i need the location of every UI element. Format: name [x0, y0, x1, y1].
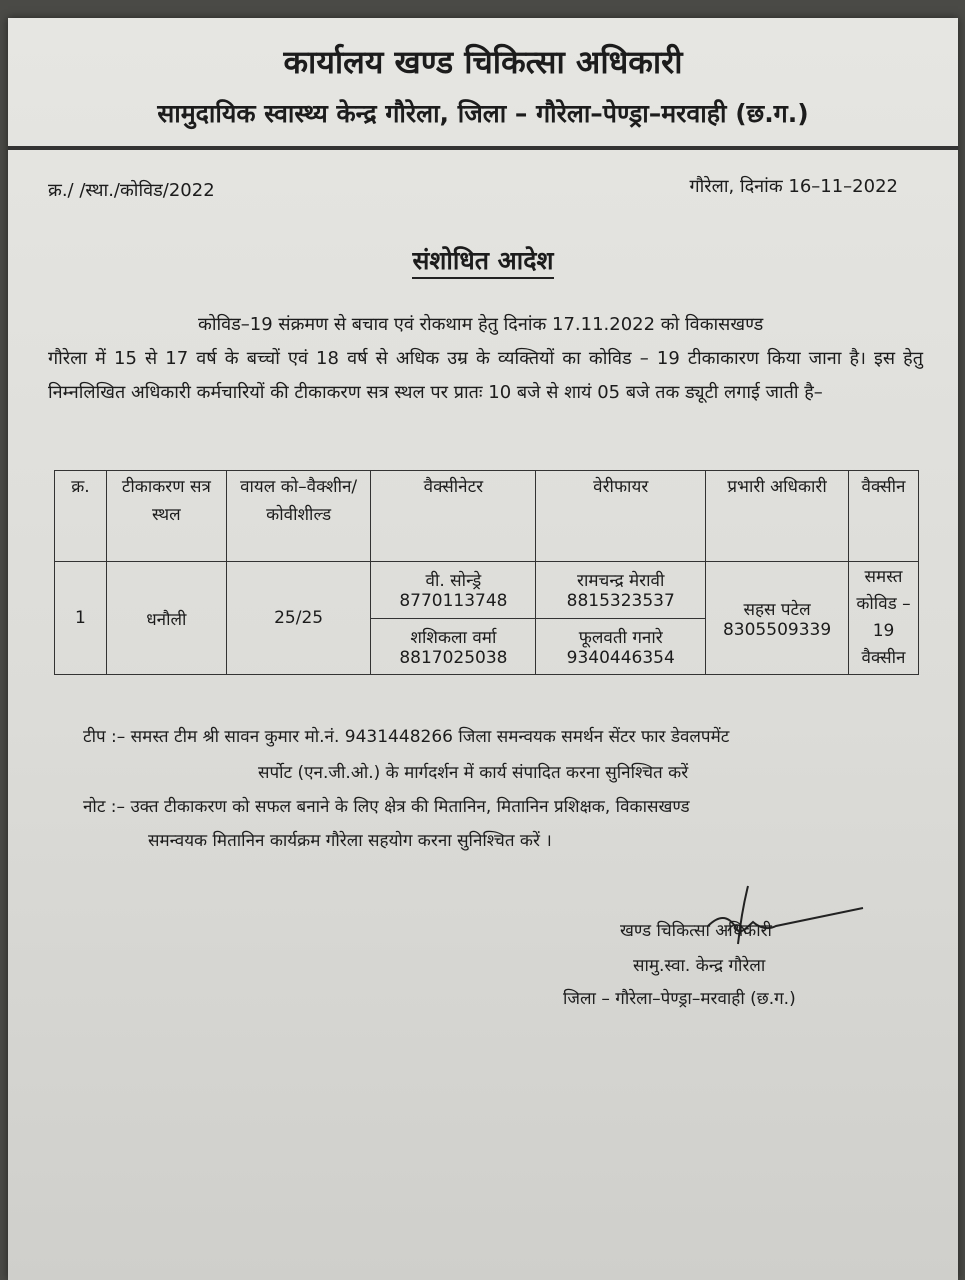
tip-line-2: सर्पोट (एन.जी.ओ.) के मार्गदर्शन में कार्य संपादित करना सुनिश्चित करें — [258, 763, 689, 783]
table-header-row — [55, 471, 919, 562]
cell-vaccinator-2 — [371, 618, 536, 675]
duty-table — [54, 470, 919, 675]
vaccinator-2-phone: 8817025038 — [399, 647, 508, 668]
cell-vaccine: समस्त कोविड – 19 वैक्सीन — [849, 562, 919, 675]
verifier-1-name: रामचन्द्र मेरावी — [577, 571, 665, 592]
header-vaccinator: वैक्सीनेटर — [371, 471, 536, 562]
body-line: कोविड–19 संक्रमण से बचाव एवं रोकथाम हेतु दिनांक 17.11.2022 को विकासखण्ड — [198, 314, 764, 335]
order-title-text: संशोधित आदेश — [412, 246, 553, 279]
cell-sno: 1 — [55, 562, 107, 675]
cell-verifier-2 — [536, 618, 706, 675]
order-date: गौरेला, दिनांक 16–11–2022 — [689, 176, 898, 197]
signatory-district: जिला – गौरेला–पेण्ड्रा–मरवाही (छ.ग.) — [563, 989, 796, 1009]
body-line: गौरेला में 15 से 17 वर्ष के बच्चों एवं 18 वर्ष से अधिक उम्र के व्यक्तियों का कोविड – 19 टीकाकारण — [48, 348, 759, 369]
body-line: किया जाना है। इस हेतु निम्नलिखित अधिकारी कर्मचारियों की टीकाकरण सत्र स्थल पर प्रातः 10 बजे — [48, 348, 923, 403]
order-title — [8, 243, 958, 277]
center-subheading: सामुदायिक स्वास्थ्य केन्द्र गौरेला, जिला – गौरेला–पेण्ड्रा–मरवाही (छ.ग.) — [157, 99, 809, 128]
signatory-title: खण्ड चिकित्सा अधिकारी — [620, 921, 772, 941]
order-body — [48, 308, 923, 410]
signatory-center: सामु.स्वा. केन्द्र गौरेला — [633, 956, 766, 976]
document-paper — [8, 18, 958, 1280]
verifier-1-phone: 8815323537 — [566, 591, 675, 612]
office-heading: कार्यालय खण्ड चिकित्सा अधिकारी — [283, 43, 683, 81]
header-vaccine: वैक्सीन — [849, 471, 919, 562]
verifier-2-phone: 9340446354 — [566, 647, 675, 668]
header-rule — [8, 146, 958, 150]
tip-line-1: टीप :– समस्त टीम श्री सावन कुमार मो.नं. 9431448266 जिला समन्वयक समर्थन सेंटर फार डेवलपमेंट — [83, 727, 730, 747]
vaccinator-2-name: शशिकला वर्मा — [410, 627, 497, 648]
reference-number: क्र./ /स्था./कोविड/2022 — [48, 180, 215, 201]
header-site: टीकाकरण सत्र स्थल — [106, 471, 226, 562]
header-sno: क्र. — [55, 471, 107, 562]
table-row — [55, 562, 919, 619]
vaccinator-1-name: वी. सोन्ड्रे — [425, 571, 482, 592]
note-line-2: समन्वयक मितानिन कार्यक्रम गौरेला सहयोग करना सुनिश्चित करें । — [148, 831, 552, 851]
vaccinator-1-phone: 8770113748 — [399, 591, 508, 612]
cell-incharge — [706, 562, 849, 675]
header-incharge: प्रभारी अधिकारी — [706, 471, 849, 562]
header-verifier: वेरीफायर — [536, 471, 706, 562]
body-line: से शायं 05 बजे तक ड्यूटी लगाई जाती है– — [546, 382, 823, 403]
cell-vaccinator-1 — [371, 562, 536, 619]
verifier-2-name: फूलवती गनारे — [578, 627, 663, 648]
header-vial: वायल को–वैक्शीन/ कोवीशील्ड — [226, 471, 371, 562]
cell-vial: 25/25 — [226, 562, 371, 675]
note-line-1: नोट :– उक्त टीकाकरण को सफल बनाने के लिए क्षेत्र की मितानिन, मितानिन प्रशिक्षक, विकासखण्ड — [83, 797, 690, 817]
incharge-phone: 8305509339 — [722, 619, 832, 640]
cell-site: धनौली — [106, 562, 226, 675]
incharge-name: सहस पटेल — [743, 599, 811, 620]
cell-verifier-1 — [536, 562, 706, 619]
